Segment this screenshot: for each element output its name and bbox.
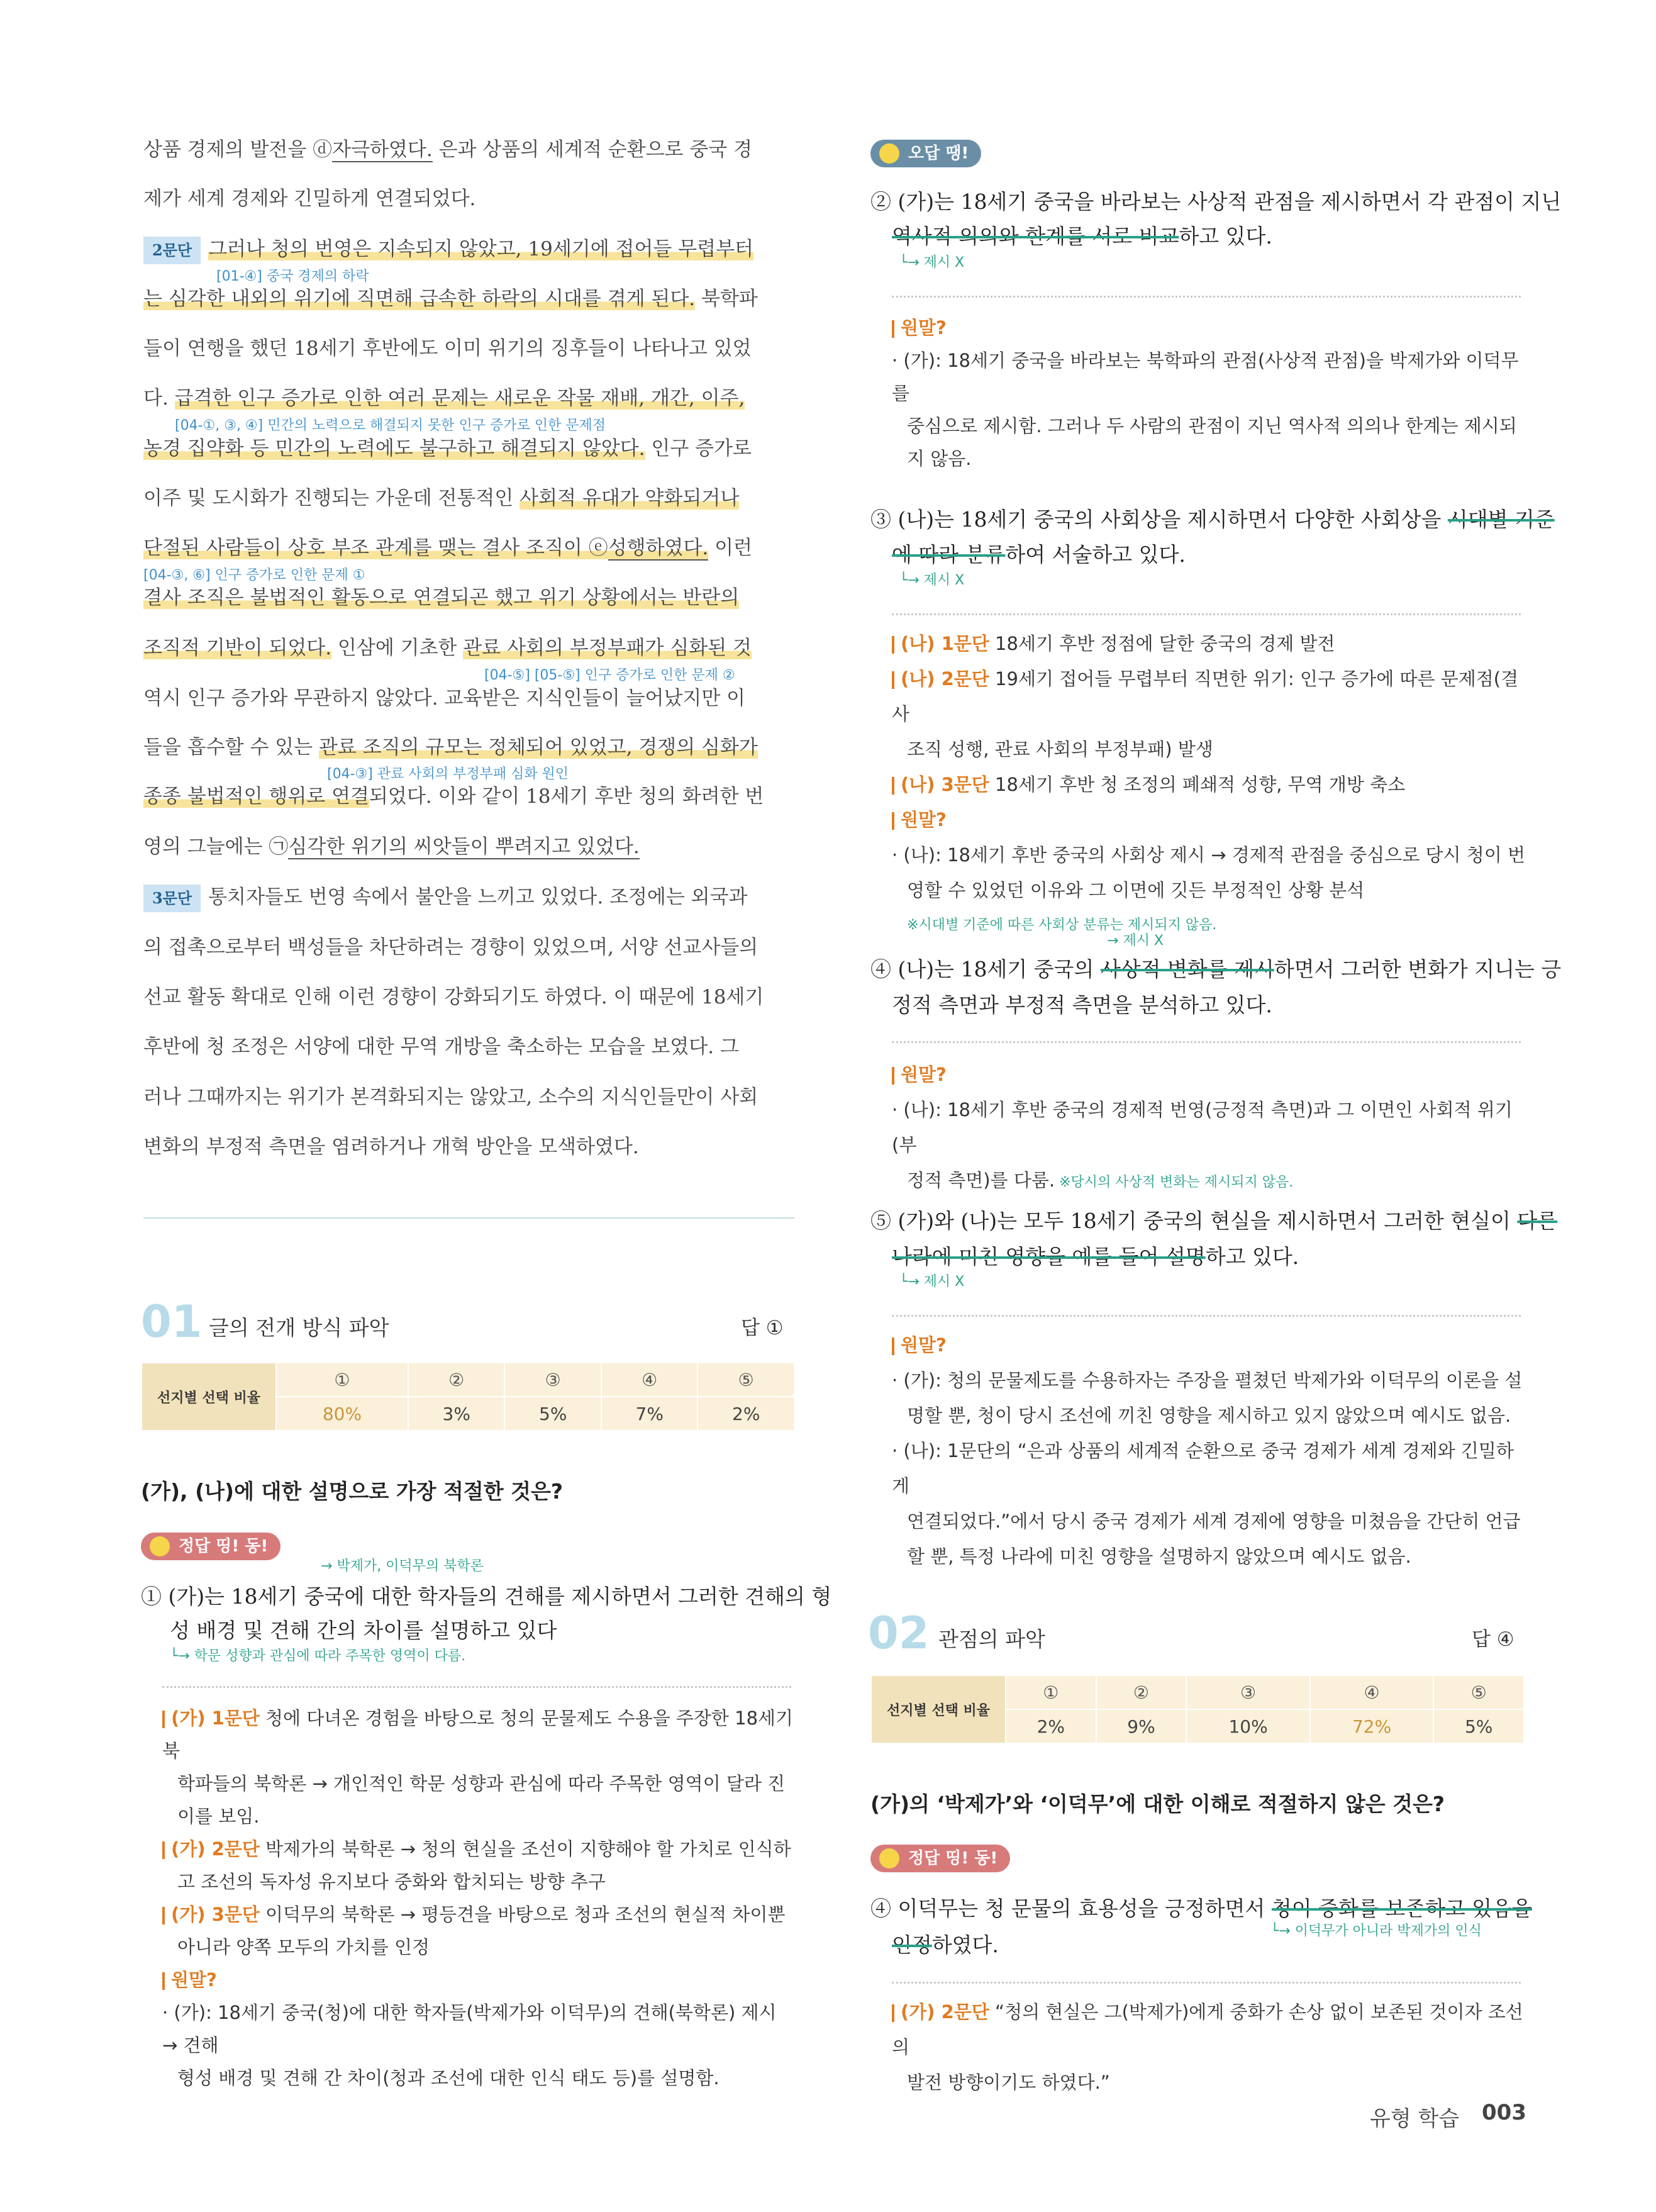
- explanation-block: [892, 1994, 1527, 2100]
- passage-line: [143, 635, 797, 661]
- annotation-note: [01-④] 중국 경제의 하락: [216, 269, 369, 284]
- option-line: [870, 953, 1561, 983]
- footer-label: 유형 학습: [1370, 2106, 1460, 2131]
- explanation-item: [892, 661, 1527, 732]
- rate-label: 선지별 선택 비율: [871, 1675, 1006, 1743]
- passage-line: [143, 436, 797, 461]
- text: 발전 방향이기도 하였다.”: [907, 2072, 1110, 2093]
- explanation-block: [162, 1702, 797, 2094]
- text: “청의 현실은 그(박제가)에게 중화가 손상 없이 보존된 것이자 조선의: [892, 2001, 1523, 2058]
- smile-icon: [879, 1848, 899, 1868]
- text: 이를 보임.: [177, 1806, 260, 1827]
- option-number: ④: [601, 1363, 698, 1397]
- text: ③ (나)는 18세기 중국의 사회상을 제시하면서 다양한 사회상을: [870, 507, 1448, 532]
- struck-text: 사상적 변화를 제시: [1100, 957, 1274, 981]
- text: 하고 있다.: [1205, 1244, 1299, 1269]
- correct-pill: [870, 1845, 1010, 1872]
- option-line: [892, 220, 1272, 250]
- text: 하였다.: [931, 1933, 999, 1957]
- explanation-item: [892, 311, 1527, 344]
- annotation-note: → 제시 X: [1107, 933, 1164, 949]
- text: 이덕무의 북학론 → 평등견을 바탕으로 청과 조선의 현실적 차이뿐: [259, 1904, 786, 1925]
- passage-line: [143, 585, 797, 610]
- text: 아니라 양쪽 모두의 가치를 인정: [177, 1936, 430, 1958]
- passage-line: [143, 784, 797, 809]
- passage-line: 후반에 청 조정은 서양에 대한 무역 개방을 축소하는 모습을 보였다. 그: [143, 1036, 739, 1058]
- dotted-divider: [892, 296, 1521, 298]
- bar-icon: [892, 671, 894, 689]
- text: 하고 있다.: [1179, 224, 1272, 249]
- explanation-item: [162, 1702, 797, 1767]
- option-rate: 80%: [276, 1397, 408, 1431]
- annotation-note: [04-③, ⑥] 인구 증가로 인한 문제 ①: [143, 567, 365, 583]
- highlight-text: 종종 불법적인 행위로 연결: [143, 785, 369, 808]
- annotation-note: └→ 이덕무가 아니라 박제가의 인식: [1270, 1923, 1482, 1939]
- option-number: ⑤: [1433, 1675, 1524, 1709]
- answer-label: 답 ④: [1472, 1628, 1514, 1651]
- tag: (가) 2문단: [171, 1838, 260, 1860]
- option-rate: 7%: [601, 1397, 698, 1431]
- explanation-item: [162, 1833, 797, 1865]
- tag: (가) 1문단: [171, 1707, 260, 1729]
- struck-text: 다른: [1517, 1209, 1558, 1233]
- explanation-item: [892, 1327, 1527, 1363]
- annotation-note: └→ 학문 성향과 관심에 따라 주목한 영역이 다름.: [170, 1648, 466, 1664]
- tag: 원말?: [901, 317, 947, 338]
- option-line: 정적 측면과 부정적 측면을 분석하고 있다.: [892, 993, 1272, 1017]
- struck-text: 인정: [892, 1933, 932, 1957]
- passage-line: 의 접촉으로부터 백성들을 차단하려는 경향이 있었으며, 서양 선교사들의: [143, 936, 759, 959]
- tag: (가) 3문단: [171, 1904, 260, 1925]
- passage-line: [143, 137, 797, 162]
- tag: 원말?: [901, 1064, 947, 1085]
- bar-icon: [892, 812, 894, 830]
- option-line: ② (가)는 18세기 중국을 바라보는 사상적 관점을 제시하면서 각 관점이 지닌: [870, 189, 1562, 214]
- highlight-text: 농경 집약화 등 민간의 노력에도 불구하고 해결되지 않았다.: [143, 437, 645, 460]
- explanation-item: [892, 1994, 1527, 2065]
- annotation-note: [04-①, ③, ④] 민간의 노력으로 해결되지 못한 인구 증가로 인한 문제점: [175, 418, 606, 433]
- passage-line: [143, 834, 797, 859]
- tag: (나) 2문단: [901, 668, 989, 690]
- bar-icon: [892, 636, 894, 654]
- option-number: ④: [1310, 1675, 1434, 1709]
- option-number: ②: [1096, 1675, 1187, 1709]
- highlight-text: 관료 조직의 규모는 정체되어 있었고, 경쟁의 심화가: [318, 736, 758, 759]
- note-text: 제시 X: [923, 1274, 965, 1290]
- note-text: ※당시의 사상적 변화는 제시되지 않음.: [1055, 1175, 1294, 1190]
- text: 청에 다녀온 경험을 바탕으로 청의 문물제도 수용을 주장한 18세기 북: [162, 1707, 794, 1762]
- explanation-item: [892, 1057, 1527, 1092]
- annotation-note: └→ 제시 X: [899, 573, 965, 588]
- note-text: ※시대별 기준에 따른 사회상 분류는 제시되지 않음.: [907, 917, 1217, 933]
- bar-icon: [892, 320, 894, 338]
- dotted-divider: [892, 1982, 1521, 1984]
- highlight-text: 사회적 유대가 약화되거나: [520, 487, 740, 510]
- explanation-block: [892, 626, 1527, 943]
- struck-text: 청이 중화를 보존하고 있음을: [1271, 1896, 1532, 1921]
- option-rate: 5%: [504, 1397, 601, 1431]
- highlight-text: 그러나 청의 번영은 지속되지 않았고, 19세기에 접어들 무렵부터: [208, 238, 754, 260]
- face-icon: [879, 143, 899, 164]
- bar-icon: [892, 1338, 894, 1355]
- tag: (가) 2문단: [901, 2001, 989, 2023]
- dotted-divider: [892, 1315, 1521, 1317]
- text: 정적 측면)를 다룸.: [907, 1170, 1055, 1191]
- bar-icon: [892, 2004, 894, 2022]
- text-line: [892, 1163, 1527, 1200]
- explanation-item: [892, 626, 1527, 661]
- text: 통치자들도 번영 속에서 불안을 느끼고 있었다. 조정에는 외국과: [208, 886, 748, 908]
- bar-icon: [162, 1972, 165, 1990]
- option-rate: 2%: [697, 1397, 794, 1431]
- text: · (나): 18세기 후반 중국의 사회상 제시 → 경제적 관점을 중심으로 당시 청이 번: [892, 844, 1526, 866]
- paragraph-badge: 3문단: [143, 885, 201, 912]
- option-line: [892, 1929, 999, 1958]
- passage-line: 역시 인구 증가와 무관하지 않았다. 교육받은 지식인들이 늘어났지만 이: [143, 687, 746, 710]
- text: 은과 상품의 세계적 순환으로 중국 경: [432, 138, 753, 161]
- text: · (가): 18세기 중국을 바라보는 북학파의 관점(사상적 관점)을 박제가와 이덕무를: [892, 350, 1519, 404]
- text: 이런: [708, 537, 753, 559]
- option-number: ①: [276, 1363, 408, 1397]
- choice-rate-table: [141, 1362, 795, 1431]
- note-text: 제시 X: [923, 255, 965, 271]
- text: · (가): 청의 문물제도를 수용하자는 주장을 펼쳤던 박제가와 이덕무의 이론을 설: [892, 1370, 1523, 1391]
- passage-line: 변화의 부정적 측면을 염려하거나 개혁 방안을 모색하였다.: [143, 1136, 639, 1158]
- bar-icon: [162, 1711, 165, 1728]
- text: 명할 뿐, 청이 당시 조선에 끼친 영향을 제시하고 있지 않았으며 예시도 없음.: [907, 1405, 1511, 1426]
- tag: 원말?: [901, 1334, 947, 1356]
- passage-line: [143, 735, 797, 760]
- highlight-text: 급격한 인구 증가로 인한 여러 문제는 새로운 작물 재배, 개간, 이주,: [174, 387, 745, 410]
- text: 들을 흡수할 수 있는: [143, 736, 319, 759]
- text: 하면서 그러한 변화가 지니는 긍: [1274, 957, 1562, 981]
- wrong-pill: [870, 140, 981, 167]
- highlight-text: 성행하였다.: [608, 537, 709, 559]
- highlight-text: 결사 조직은 불법적인 활동으로 연결되곤 했고 위기 상황에서는 반란의: [143, 586, 740, 609]
- text: 박제가의 북학론 → 청의 현실을 조선이 지향해야 할 가치로 인식하: [259, 1838, 791, 1860]
- option-line: [892, 1241, 1299, 1270]
- option-number: ③: [1186, 1675, 1310, 1709]
- annotation-note: └→ 제시 X: [899, 255, 965, 271]
- struck-text: 에 따라 분류: [892, 542, 1006, 567]
- highlight-text: 는 심각한 내외의 위기에 직면해 급속한 하락의 시대를 겪게 된다.: [143, 288, 696, 310]
- option-rate: 9%: [1096, 1709, 1187, 1743]
- option-line: 성 배경 및 견해 간의 차이를 설명하고 있다: [170, 1618, 557, 1643]
- bar-icon: [162, 1841, 165, 1859]
- explanation-block: [892, 1057, 1527, 1200]
- struck-text: 역사적 의의와 한계를 서로 비교: [892, 224, 1179, 249]
- text: 학파들의 북학론 → 개인적인 학문 성향과 관심에 따라 주목한 영역이 달라 진: [177, 1773, 786, 1794]
- text: 18세기 후반 정점에 달한 중국의 경제 발전: [989, 633, 1335, 654]
- text: 중심으로 제시함. 그러나 두 사람의 관점이 지닌 역사적 의의나 한계는 제시되: [907, 415, 1517, 437]
- option-number: ⑤: [697, 1363, 794, 1397]
- text: 조직 성행, 관료 사회의 부정부패) 발생: [907, 739, 1213, 760]
- option-number: ③: [504, 1363, 601, 1397]
- passage-line: [143, 286, 797, 311]
- underlined-text: 심각한 위기의 씨앗들이 뿌려지고 있었다.: [288, 835, 640, 858]
- pill-label: 정답 띵! 동!: [908, 1849, 998, 1868]
- explanation-item: [892, 767, 1527, 802]
- text: 영할 수 있었던 이유와 그 이면에 깃든 부정적인 상황 분석: [907, 880, 1365, 901]
- text: · (나): 1문단의 “은과 상품의 세계적 순환으로 중국 경제가 세계 경제와 긴밀하게: [892, 1440, 1514, 1497]
- choice-rate-table: [870, 1675, 1525, 1744]
- note-text: 제시 X: [923, 573, 965, 588]
- text: 되었다. 이와 같이 18세기 후반 청의 화려한 번: [369, 785, 764, 808]
- text: 고 조선의 독자성 유지보다 중화와 합치되는 방향 추구: [177, 1871, 606, 1892]
- note-text: 제시 X: [1123, 933, 1164, 949]
- note-text: 학문 성향과 관심에 따라 주목한 영역이 다름.: [194, 1648, 466, 1664]
- text: · (가): 18세기 중국(청)에 대한 학자들(박제가와 이덕무)의 견해(북학론) 제시 → 견해: [162, 2002, 777, 2056]
- text: 북학파: [695, 288, 758, 310]
- tag: (나) 1문단: [901, 633, 989, 654]
- struck-text: 시대별 기준: [1447, 507, 1555, 532]
- bar-icon: [892, 777, 894, 795]
- option-number: ②: [408, 1363, 505, 1397]
- text: ④ (나)는 18세기 중국의: [870, 957, 1101, 981]
- option-line: ① (가)는 18세기 중국에 대한 학자들의 견해를 제시하면서 그러한 견해의 형: [141, 1584, 832, 1609]
- correct-pill: [141, 1533, 281, 1560]
- text: 하여 서술하고 있다.: [1005, 542, 1186, 567]
- highlight-text: 단절된 사람들이 상호 부조 관계를 맺는 결사 조직이 ⓔ: [143, 537, 608, 559]
- paragraph-badge: 2문단: [143, 237, 201, 264]
- annotation-note: [04-③] 관료 사회의 부정부패 심화 원인: [327, 766, 569, 782]
- bar-icon: [892, 1067, 894, 1085]
- smile-icon: [150, 1536, 170, 1556]
- note-text: 이덕무가 아니라 박제가의 인식: [1294, 1923, 1482, 1939]
- tag: (나) 3문단: [901, 774, 989, 795]
- question-title: 글의 전개 방식 파악: [209, 1315, 389, 1340]
- text: 할 뿐, 특정 나라에 미친 영향을 설명하지 않았으며 예시도 없음.: [907, 1546, 1411, 1567]
- text: 인삼에 기초한: [331, 637, 464, 659]
- text: 18세기 후반 청 조정의 폐쇄적 성향, 무역 개방 축소: [989, 774, 1406, 795]
- passage-line: [143, 386, 797, 411]
- text: ⑤ (가)와 (나)는 모두 18세기 중국의 현실을 제시하면서 그러한 현실이: [870, 1209, 1518, 1233]
- option-line: [892, 539, 1186, 568]
- option-number: ①: [1006, 1675, 1096, 1709]
- explanation-block: [892, 311, 1527, 475]
- annotation-note: → 박제가, 이덕무의 북학론: [321, 1558, 484, 1574]
- passage-line: [143, 885, 797, 912]
- explanation-item: [162, 1963, 797, 1996]
- option-line: [870, 1892, 1532, 1922]
- bar-icon: [162, 1907, 165, 1924]
- text: 상품 경제의 발전을 ⓓ: [143, 138, 333, 161]
- text: 이주 및 도시화가 진행되는 가운데 전통적인: [143, 487, 520, 510]
- struck-text: 나라에 미친 영향을 예를 들어 설명: [892, 1244, 1206, 1269]
- passage-line: 러나 그때까지는 위기가 본격화되지는 않았고, 소수의 지식인들만이 사회: [143, 1086, 759, 1109]
- tag: 원말?: [901, 809, 947, 830]
- passage-line: 제가 세계 경제와 긴밀하게 연결되었다.: [143, 187, 476, 210]
- text: 형성 배경 및 견해 간 차이(청과 조선에 대한 인식 태도 등)를 설명함.: [177, 2067, 720, 2089]
- highlight-text: 조직적 기반이 되었다.: [143, 637, 332, 659]
- pill-label: 정답 띵! 동!: [179, 1537, 269, 1556]
- option-rate: 5%: [1433, 1709, 1524, 1743]
- passage-line: 들이 연행을 했던 18세기 후반에도 이미 위기의 징후들이 나타나고 있었: [143, 337, 752, 360]
- annotation-note: [04-⑤] [05-⑤] 인구 증가로 인한 문제 ②: [484, 668, 735, 683]
- option-rate: 10%: [1186, 1709, 1310, 1743]
- section-divider: [143, 1217, 794, 1219]
- option-rate: 72%: [1310, 1709, 1434, 1743]
- passage-line: [143, 486, 797, 511]
- question-stem: (가), (나)에 대한 설명으로 가장 적절한 것은?: [141, 1479, 563, 1504]
- option-line: [870, 1205, 1557, 1234]
- rate-label: 선지별 선택 비율: [142, 1363, 276, 1431]
- option-rate: 2%: [1006, 1709, 1096, 1743]
- note-text: 박제가, 이덕무의 북학론: [336, 1558, 484, 1574]
- question-number: 02: [868, 1607, 930, 1659]
- option-rate: 3%: [408, 1397, 505, 1431]
- answer-label: 답 ①: [741, 1317, 784, 1339]
- pill-label: 오답 땡!: [908, 144, 969, 163]
- dotted-divider: [892, 1041, 1521, 1043]
- text: 영의 그늘에는 ㉠: [143, 835, 289, 858]
- text: 지 않음.: [907, 448, 972, 469]
- option-line: [870, 503, 1555, 533]
- text: ④ 이덕무는 청 문물의 효용성을 긍정하면서: [870, 1896, 1272, 1921]
- passage-line: [143, 535, 797, 561]
- text: 연결되었다.”에서 당시 중국 경제가 세계 경제에 영향을 미쳤음을 간단히 언급: [907, 1511, 1521, 1532]
- tag: 원말?: [171, 1969, 217, 1991]
- underlined-text: 자극하였다.: [332, 138, 433, 161]
- page-number: 003: [1482, 2100, 1526, 2125]
- text: 19세기 접어들 무렵부터 직면한 위기: 인구 증가에 따른 문제점(결사: [892, 668, 1519, 725]
- question-title: 관점의 파악: [938, 1627, 1045, 1651]
- explanation-item: [892, 802, 1527, 837]
- explanation-block: [892, 1327, 1527, 1574]
- highlight-text: 관료 사회의 부정부패가 심화된 것: [463, 637, 752, 659]
- text: 인구 증가로: [645, 437, 752, 460]
- dotted-divider: [162, 1686, 791, 1688]
- text: · (나): 18세기 후반 중국의 경제적 번영(긍정적 측면)과 그 이면인 사회적 위기(부: [892, 1099, 1513, 1156]
- dotted-divider: [892, 613, 1521, 615]
- annotation-note: └→ 제시 X: [899, 1274, 965, 1290]
- passage-line: 선교 활동 확대로 인해 이런 경향이 강화되기도 하였다. 이 때문에 18세기: [143, 986, 764, 1008]
- question-number: 01: [141, 1296, 203, 1348]
- explanation-item: [162, 1898, 797, 1931]
- question-stem: (가)의 ‘박제가’와 ‘이덕무’에 대한 이해로 적절하지 않은 것은?: [870, 1792, 1445, 1816]
- passage-line: [143, 237, 797, 264]
- text: 다.: [143, 387, 175, 410]
